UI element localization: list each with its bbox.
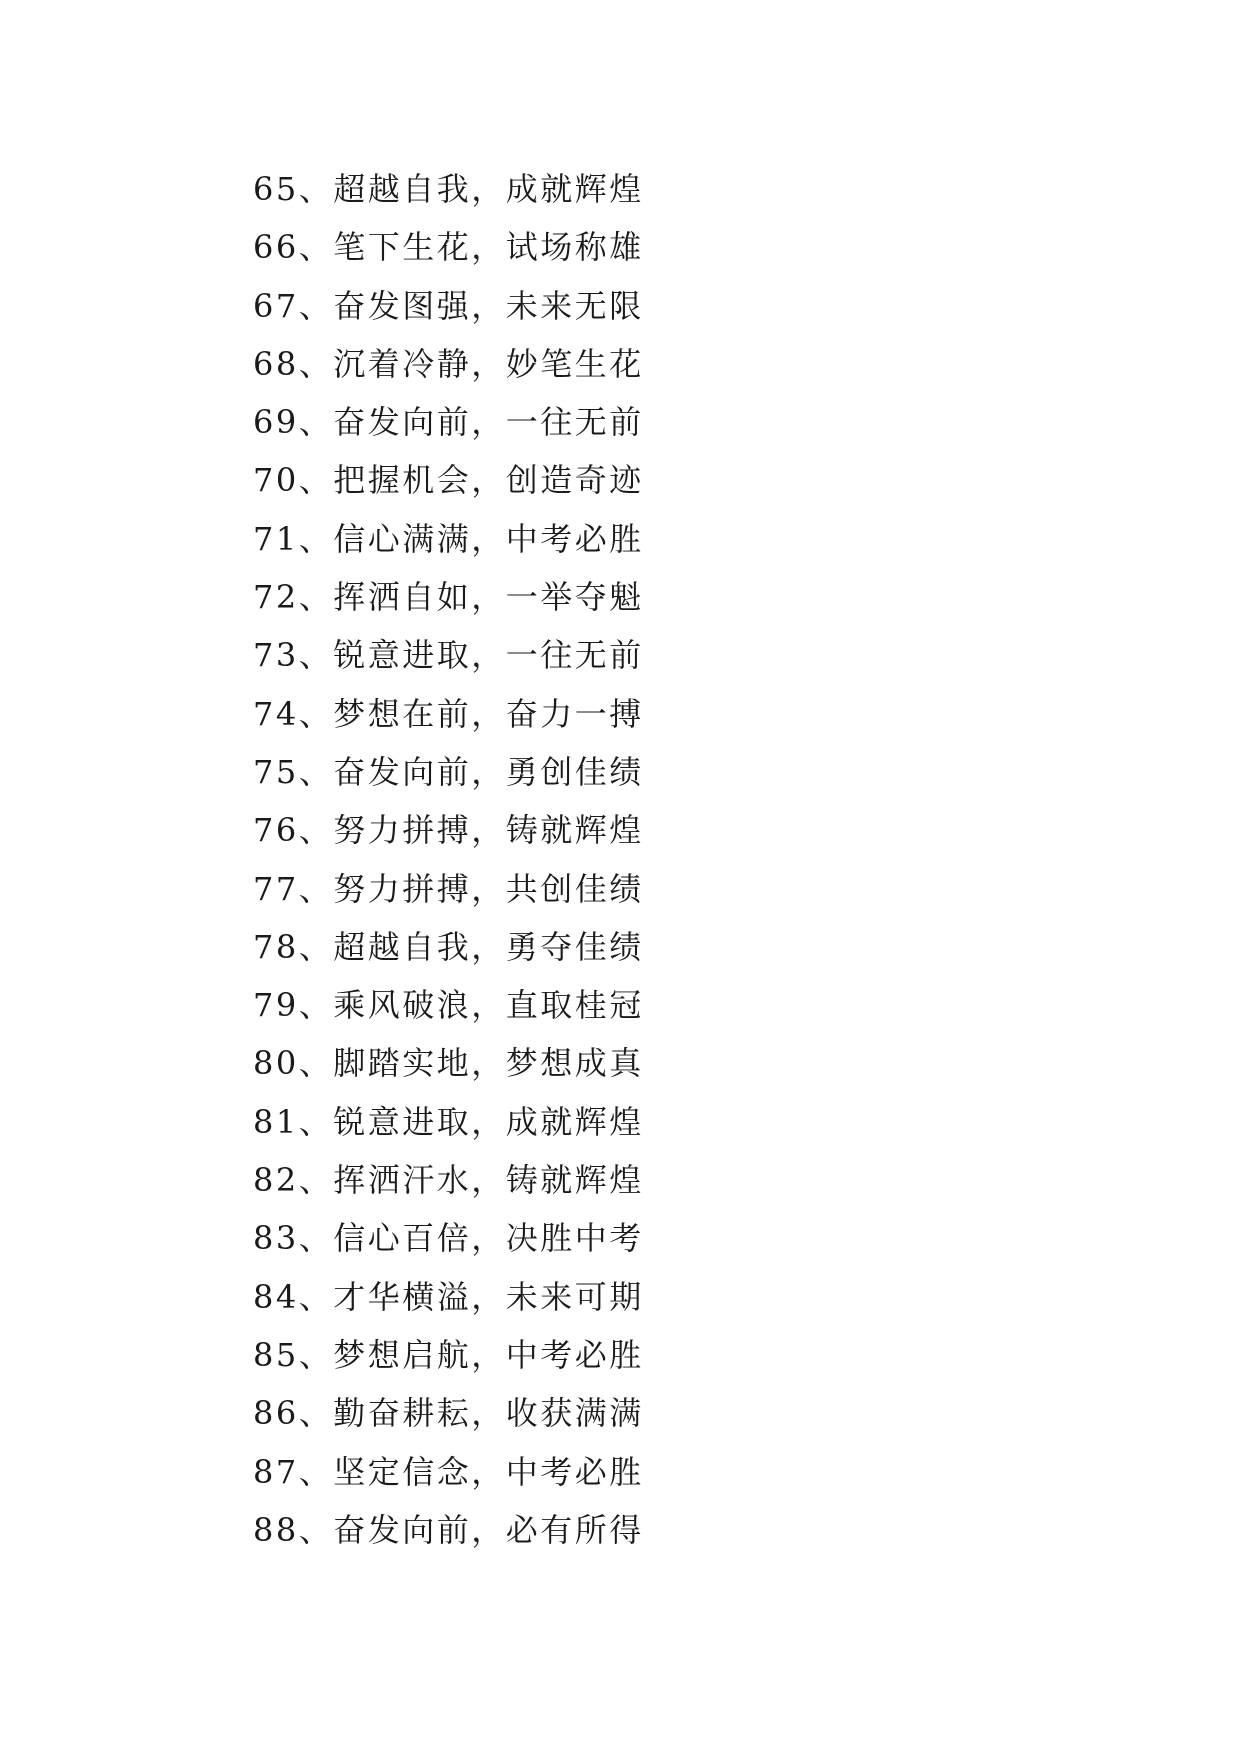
slogan-line: 73、锐意进取，一往无前: [253, 636, 644, 675]
slogan-line: 80、脚踏实地，梦想成真: [253, 1044, 644, 1083]
slogan-line: 86、勤奋耕耘，收获满满: [253, 1394, 644, 1433]
slogan-line: 79、乘风破浪，直取桂冠: [253, 986, 644, 1025]
slogan-line: 71、信心满满，中考必胜: [253, 519, 644, 558]
slogan-line: 67、奋发图强，未来无限: [253, 286, 644, 325]
slogan-line: 85、梦想启航，中考必胜: [253, 1335, 644, 1374]
slogan-line: 66、笔下生花，试场称雄: [253, 228, 644, 267]
slogan-line: 81、锐意进取，成就辉煌: [253, 1102, 644, 1141]
slogan-line: 77、努力拼搏，共创佳绩: [253, 869, 644, 908]
slogan-line: 78、超越自我，勇夺佳绩: [253, 927, 644, 966]
slogan-line: 65、超越自我，成就辉煌: [253, 170, 644, 208]
slogan-line: 72、挥洒自如，一举夺魁: [253, 578, 644, 617]
slogan-line: 74、梦想在前，奋力一搏: [253, 694, 644, 733]
slogan-line: 69、奋发向前，一往无前: [253, 403, 644, 442]
slogan-line: 84、才华横溢，未来可期: [253, 1277, 644, 1316]
slogan-line: 82、挥洒汗水，铸就辉煌: [253, 1161, 644, 1200]
slogan-line: 88、奋发向前，必有所得: [253, 1510, 644, 1549]
slogan-line: 87、坚定信念，中考必胜: [253, 1452, 644, 1491]
slogan-line: 75、奋发向前，勇创佳绩: [253, 752, 644, 791]
slogan-line: 68、沉着冷静，妙笔生花: [253, 344, 644, 383]
slogan-line: 70、把握机会，创造奇迹: [253, 461, 644, 500]
slogan-list: [253, 160, 644, 1559]
slogan-line: 83、信心百倍，决胜中考: [253, 1219, 644, 1258]
slogan-line: 76、努力拼搏，铸就辉煌: [253, 811, 644, 850]
